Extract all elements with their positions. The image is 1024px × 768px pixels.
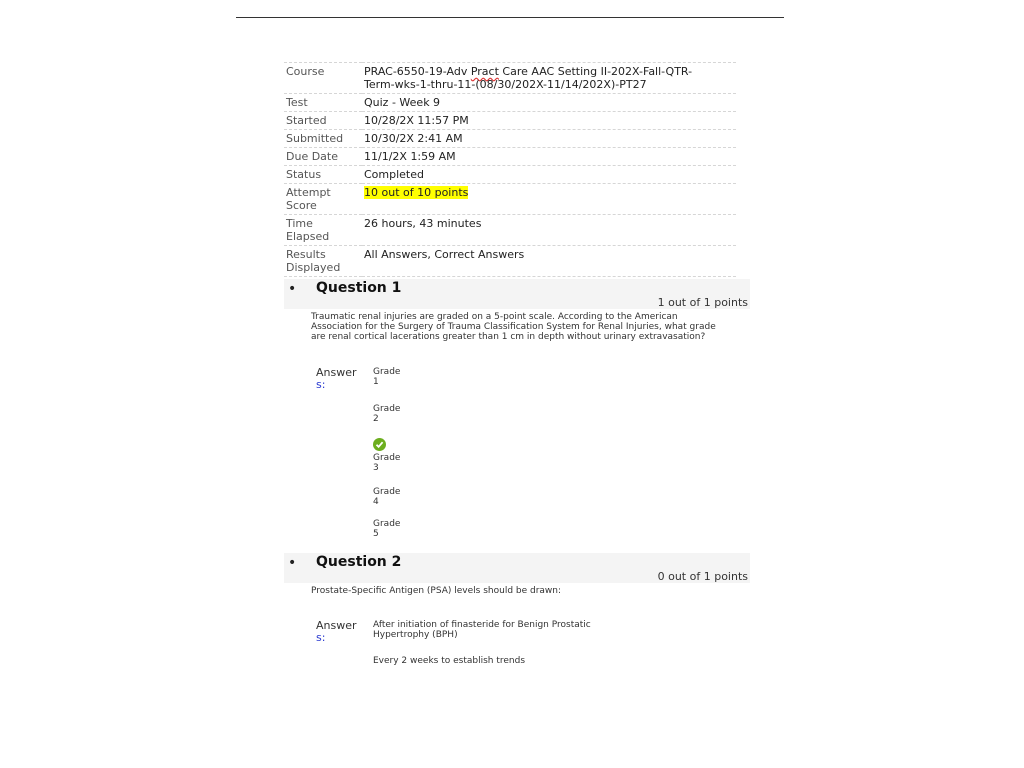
answer-option: After initiation of finasteride for Benign Prostatic Hypertrophy (BPH): [373, 620, 591, 640]
due-date-label: Due Date: [286, 150, 338, 163]
answers-label: Answer s:: [316, 619, 357, 644]
question-1-header: [284, 279, 750, 309]
test-row: [284, 94, 736, 112]
started-label: Started: [286, 114, 327, 127]
time-elapsed-label: Time Elapsed: [286, 217, 330, 243]
course-row: [284, 63, 736, 94]
time-elapsed-row: [284, 215, 736, 246]
test-value: Quiz - Week 9: [364, 96, 441, 109]
bullet-icon: •: [288, 281, 297, 297]
score-highlight: 10 out of 10 points: [364, 186, 469, 199]
results-displayed-value: All Answers, Correct Answers: [364, 248, 525, 261]
question-1-text: Traumatic renal injuries are graded on a 5-point scale. According to the American Association for the Surgery of Trauma Classification System for Renal Injuries, what grade are renal cortical lacerations greater than 1 cm in depth without urinary extravasation?: [311, 312, 716, 342]
answer-option-correct: Grade 3: [373, 453, 401, 473]
spelling-flag: Pract: [470, 65, 499, 78]
due-date-value: 11/1/2X 1:59 AM: [364, 150, 456, 163]
status-value: Completed: [364, 168, 424, 181]
started-value: 10/28/2X 11:57 PM: [364, 114, 469, 127]
course-label: Course: [286, 65, 325, 78]
submitted-row: [284, 130, 736, 148]
status-row: [284, 166, 736, 184]
submitted-value: 10/30/2X 2:41 AM: [364, 132, 463, 145]
bullet-icon: •: [288, 555, 297, 571]
question-2-points: 0 out of 1 points: [657, 570, 748, 583]
test-label: Test: [286, 96, 308, 109]
answer-option: Every 2 weeks to establish trends: [373, 656, 526, 666]
top-rule: [236, 17, 784, 18]
question-1-title: Question 1: [316, 280, 402, 296]
question-1-points: 1 out of 1 points: [657, 296, 748, 309]
due-date-row: [284, 148, 736, 166]
question-2-answers: [316, 620, 750, 670]
question-1-answers: [316, 367, 750, 547]
question-2-header: [284, 553, 750, 583]
answers-label: Answer s:: [316, 366, 357, 391]
answer-option: Grade 1: [373, 367, 401, 387]
question-2-text: Prostate-Specific Antigen (PSA) levels should be drawn:: [311, 586, 562, 596]
attempt-score-label: Attempt Score: [286, 186, 331, 212]
answer-option: Grade 5: [373, 519, 401, 539]
course-value: PRAC-6550-19-Adv Pract Care AAC Setting II-202X-Fall-QTR- Term-wks-1-thru-11-(08/30/202X-11/14/202X)-PT27: [364, 65, 693, 91]
correct-check-icon: [373, 438, 386, 451]
results-displayed-label: Results Displayed: [286, 248, 341, 274]
results-displayed-row: [284, 246, 736, 277]
quiz-results-page: [284, 62, 750, 670]
attempt-info-table: [284, 62, 736, 277]
attempt-score-value: [362, 184, 736, 215]
answer-option: Grade 2: [373, 404, 401, 424]
started-row: [284, 112, 736, 130]
time-elapsed-value: 26 hours, 43 minutes: [364, 217, 482, 230]
submitted-label: Submitted: [286, 132, 344, 145]
answer-option: Grade 4: [373, 487, 401, 507]
attempt-score-row: [284, 184, 736, 215]
question-2-title: Question 2: [316, 554, 402, 570]
status-label: Status: [286, 168, 322, 181]
